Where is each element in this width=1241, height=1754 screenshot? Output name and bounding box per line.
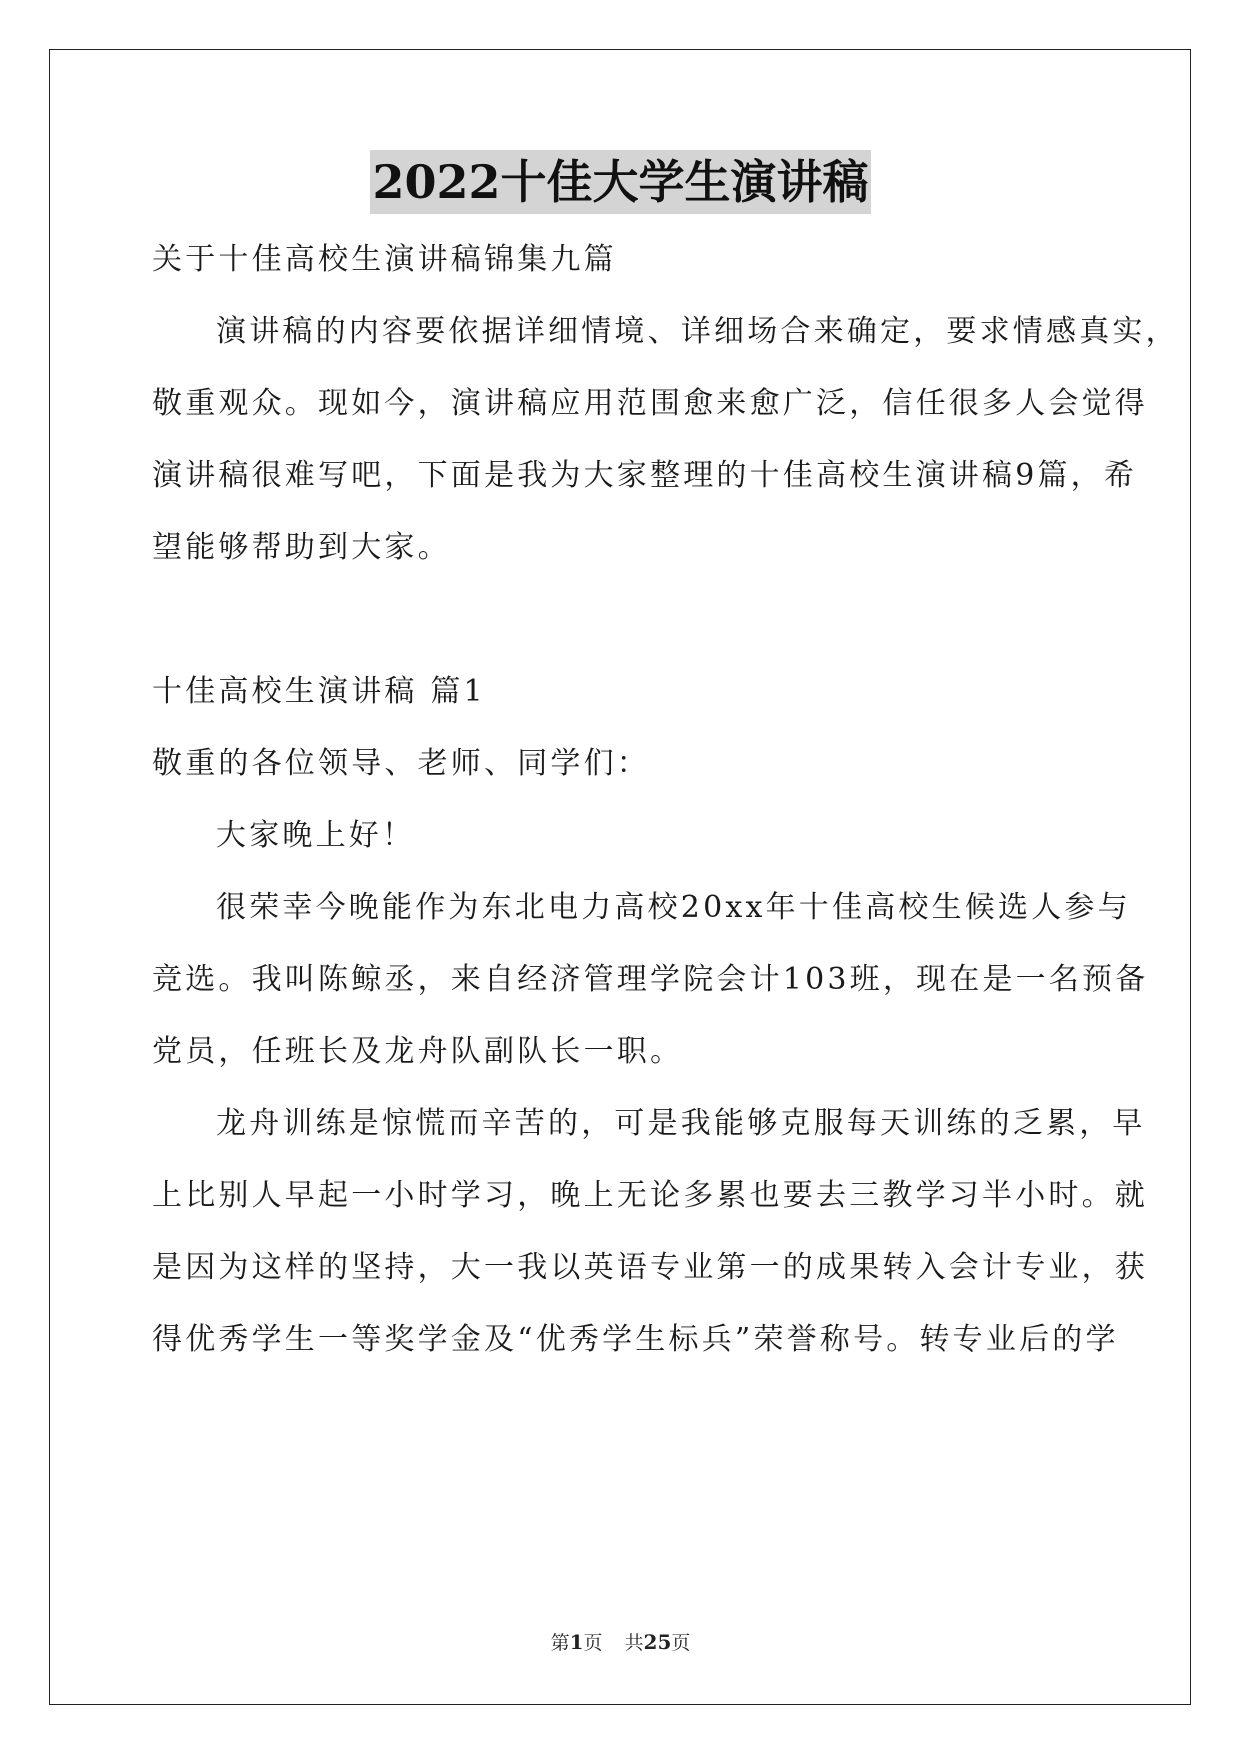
page-footer xyxy=(0,1628,1241,1655)
intro-line-4: 望能够帮助到大家。 xyxy=(152,530,451,565)
page-border xyxy=(49,49,1191,1705)
intro-line-2: 敬重观众。现如今，演讲稿应用范围愈来愈广泛，信任很多人会觉得 xyxy=(152,386,1148,421)
footer-total-pages: 25 xyxy=(643,1630,672,1654)
salutation: 敬重的各位领导、老师、同学们： xyxy=(152,746,650,781)
para1-line-3: 党员，任班长及龙舟队副队长一职。 xyxy=(152,1034,684,1069)
title-container xyxy=(0,150,1241,214)
para2-line-4: 得优秀学生一等奖学金及“优秀学生标兵”荣誉称号。转专业后的学 xyxy=(152,1322,1119,1357)
para2-line-1: 龙舟训练是惊慌而辛苦的，可是我能够克服每天训练的乏累，早 xyxy=(216,1106,1146,1141)
greeting: 大家晚上好！ xyxy=(216,818,416,853)
document-title: 2022十佳大学生演讲稿 xyxy=(370,150,870,214)
intro-line-3: 演讲稿很难写吧，下面是我为大家整理的十佳高校生演讲稿9篇，希 xyxy=(152,458,1138,493)
para1-line-1: 很荣幸今晚能作为东北电力高校20xx年十佳高校生候选人参与 xyxy=(216,890,1131,925)
footer-page-prefix: 第 xyxy=(550,1632,570,1654)
intro-line-1: 演讲稿的内容要依据详细情境、详细场合来确定，要求情感真实， xyxy=(216,314,1179,349)
footer-total-prefix: 共 xyxy=(624,1632,644,1654)
para2-line-3: 是因为这样的坚持，大一我以英语专业第一的成果转入会计专业，获 xyxy=(152,1250,1148,1285)
footer-page-suffix: 页 xyxy=(583,1632,603,1654)
footer-page-number: 1 xyxy=(569,1630,584,1654)
footer-total-suffix: 页 xyxy=(671,1632,691,1654)
section-heading: 十佳高校生演讲稿 篇1 xyxy=(152,674,486,709)
document-subtitle: 关于十佳高校生演讲稿锦集九篇 xyxy=(152,242,617,277)
para2-line-2: 上比别人早起一小时学习，晚上无论多累也要去三教学习半小时。就 xyxy=(152,1178,1148,1213)
para1-line-2: 竞选。我叫陈鲸丞，来自经济管理学院会计103班，现在是一名预备 xyxy=(152,962,1149,997)
